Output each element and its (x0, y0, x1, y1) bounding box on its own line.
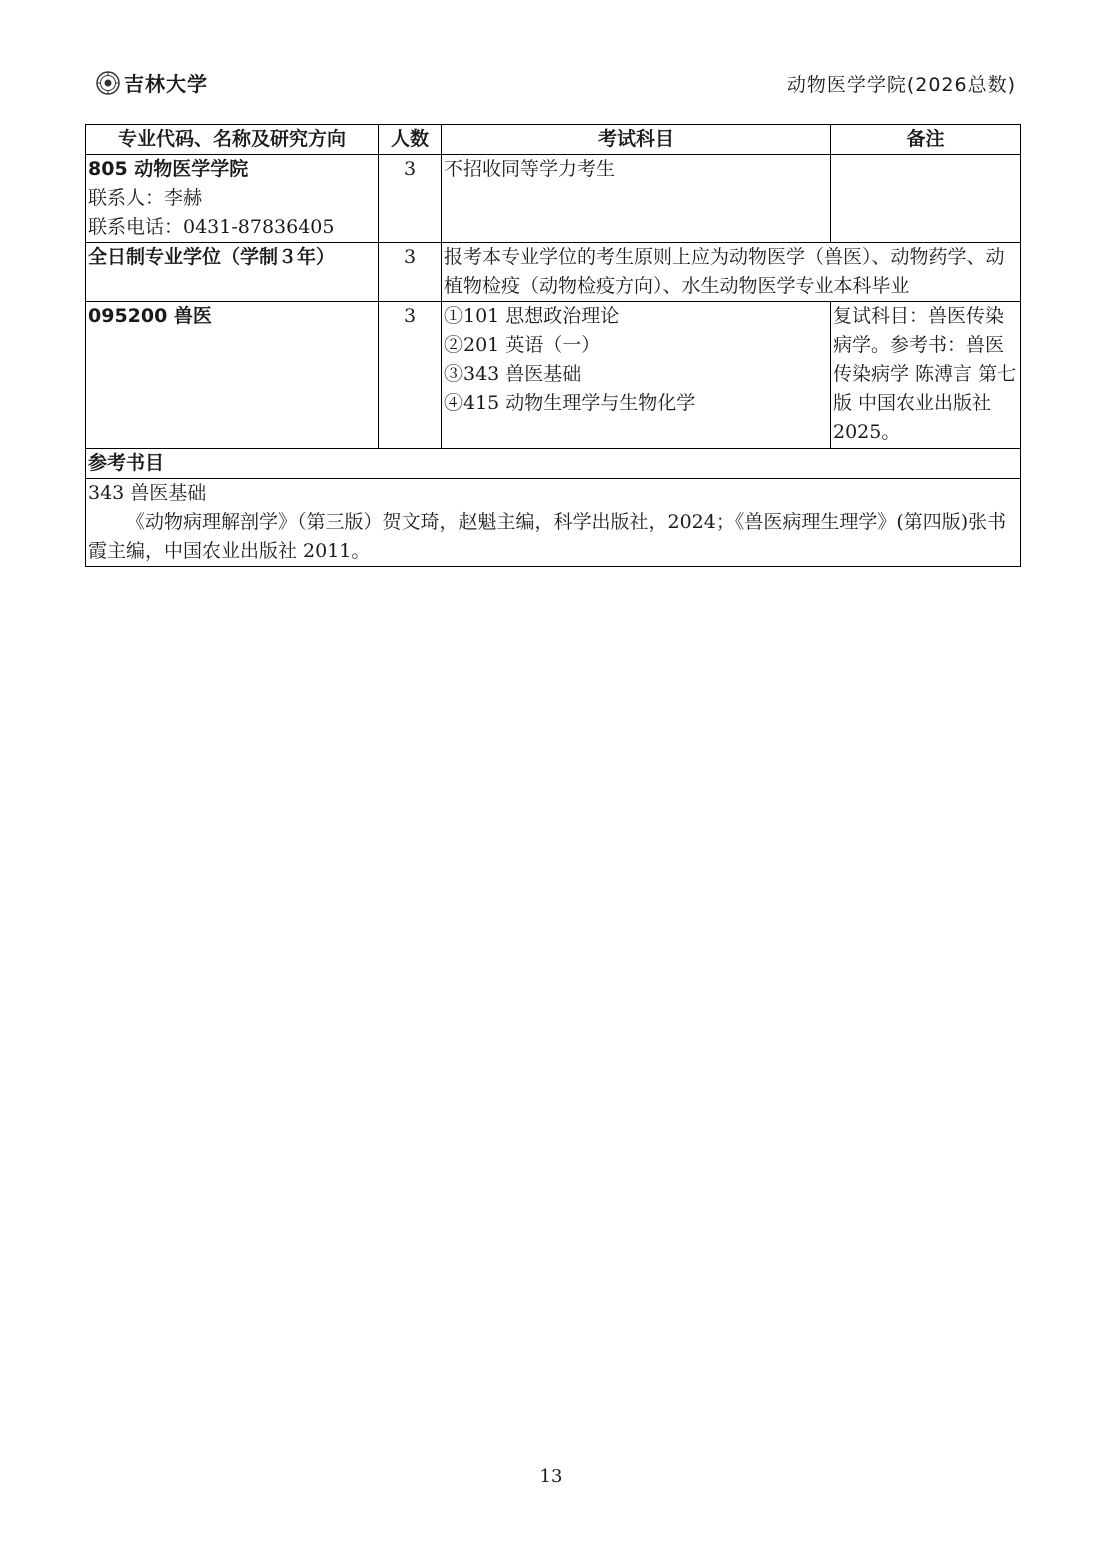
university-name: 吉林大学 (124, 72, 208, 96)
count-cell: 3 (379, 302, 442, 449)
subject-line: ②201 英语（一） (444, 334, 601, 356)
count-cell: 3 (379, 155, 442, 243)
references-body (86, 479, 1021, 567)
table-header-row (86, 125, 1021, 155)
reference-subject: 343 兽医基础 (88, 482, 207, 504)
university-logo (96, 68, 208, 97)
table-row (86, 243, 1021, 302)
program-title: 全日制专业学位（学制３年） (88, 246, 336, 268)
references-heading: 参考书目 (86, 449, 1021, 479)
subjects-cell (442, 243, 1021, 302)
university-seal-icon (96, 71, 120, 95)
contact-person: 联系人：李赫 (88, 187, 203, 209)
references-body-row (86, 479, 1021, 567)
program-table (85, 124, 1021, 567)
page-number: 13 (539, 1466, 563, 1487)
subject-line: ①101 思想政治理论 (444, 305, 620, 327)
subject-line: 报考本专业学位的考生原则上应为动物医学（兽医）、动物药学、动植物检疫（动物检疫方向）、水生动物医学专业本科毕业 (444, 246, 1005, 297)
note-cell (831, 155, 1021, 243)
references-heading-row (86, 449, 1021, 479)
table-row (86, 302, 1021, 449)
subject-line: ③343 兽医基础 (444, 363, 582, 385)
program-cell (86, 302, 379, 449)
page-header (96, 66, 1016, 100)
program-title: 095200 兽医 (88, 305, 212, 327)
column-header-notes: 备注 (831, 125, 1021, 155)
contact-phone: 联系电话：0431-87836405 (88, 216, 335, 238)
subjects-cell (442, 155, 831, 243)
reference-text: 《动物病理解剖学》（第三版）贺文琦，赵魁主编，科学出版社，2024；《兽医病理生理学》(第四版)张书霞主编，中国农业出版社 2011。 (88, 511, 1007, 562)
subject-line: 不招收同等学力考生 (444, 158, 616, 180)
column-header-subjects: 考试科目 (442, 125, 831, 155)
table-row (86, 155, 1021, 243)
subjects-cell (442, 302, 831, 449)
program-title: 805 动物医学学院 (88, 158, 249, 180)
program-cell (86, 155, 379, 243)
college-title: 动物医学学院(2026总数) (786, 74, 1016, 96)
count-cell: 3 (379, 243, 442, 302)
column-header-program: 专业代码、名称及研究方向 (86, 125, 379, 155)
program-cell (86, 243, 379, 302)
column-header-count: 人数 (379, 125, 442, 155)
subject-line: ④415 动物生理学与生物化学 (444, 392, 696, 414)
note-cell: 复试科目：兽医传染病学。参考书：兽医传染病学 陈溥言 第七版 中国农业出版社 2025。 (831, 302, 1021, 449)
